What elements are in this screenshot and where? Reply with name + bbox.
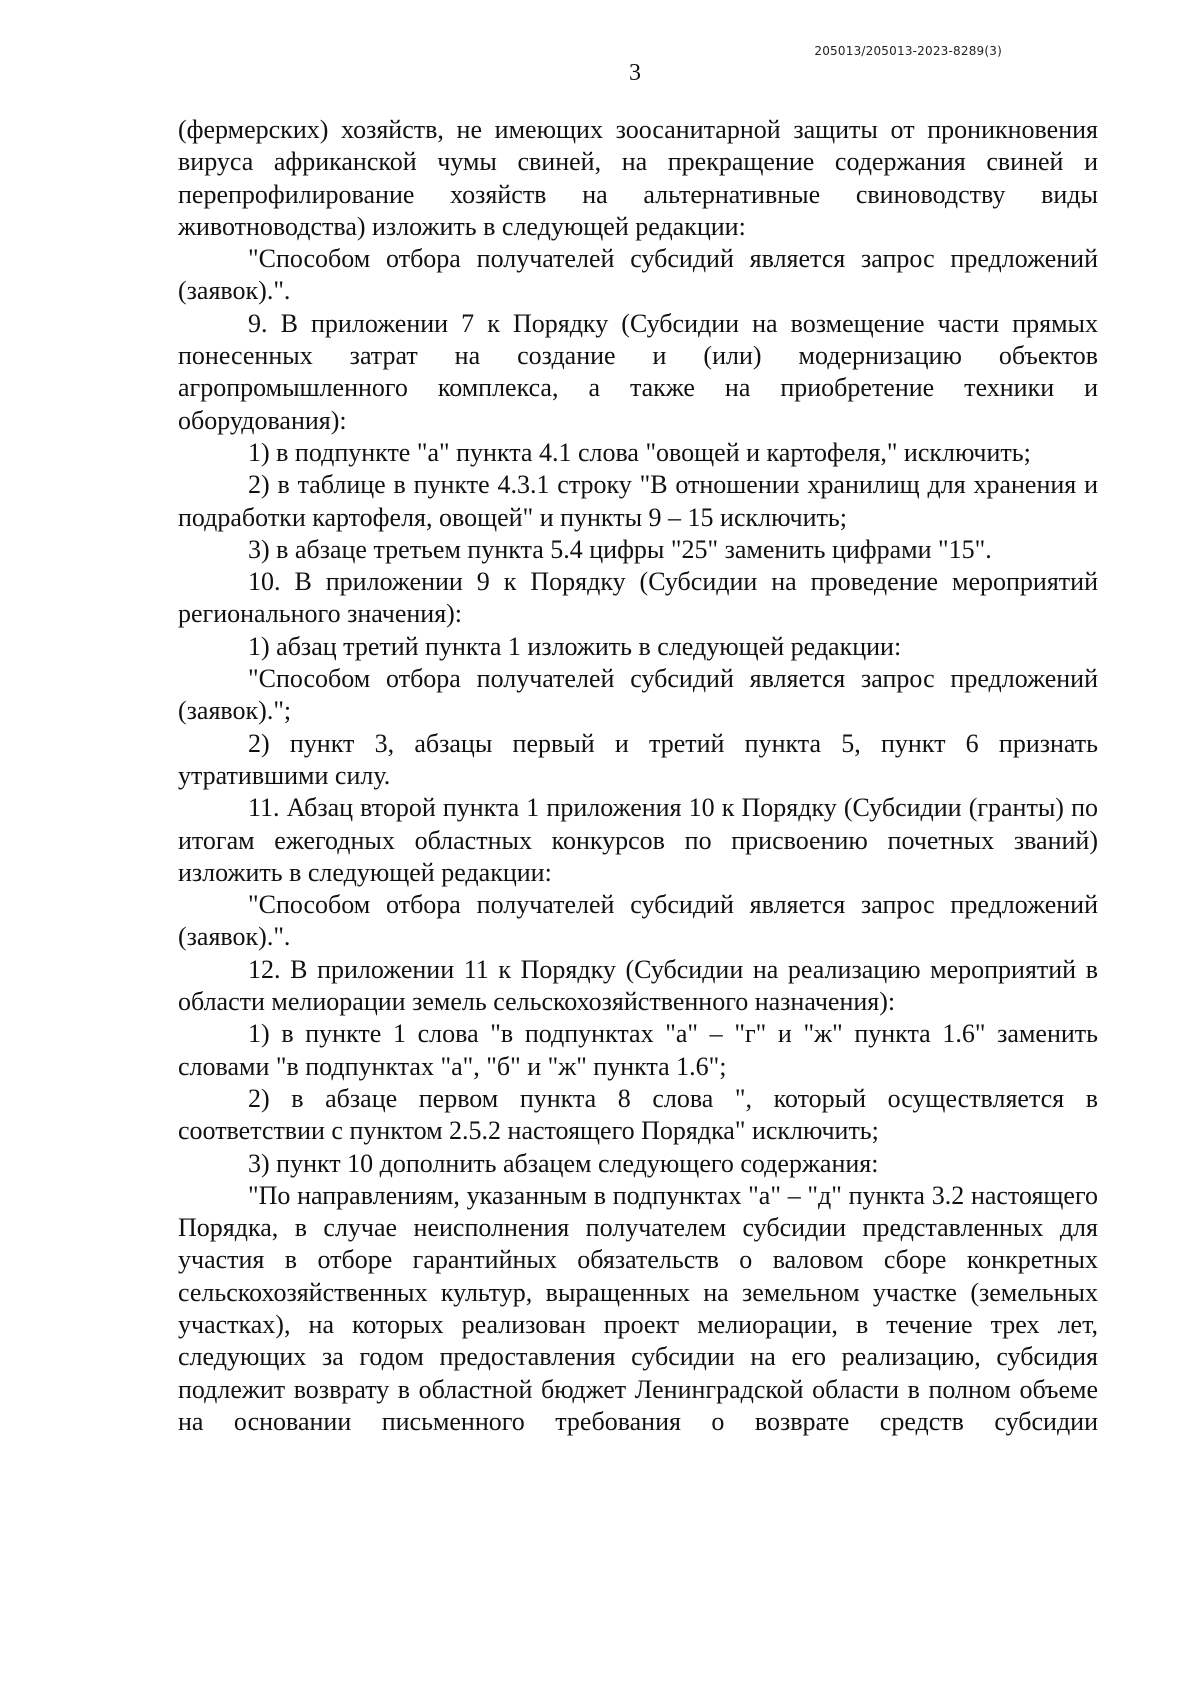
- paragraph: 1) в подпункте "а" пункта 4.1 слова "овощей и картофеля," исключить;: [248, 437, 1031, 467]
- paragraph: "Способом отбора получателей субсидий является запрос предложений (заявок).".: [178, 244, 1098, 306]
- document-body: [178, 114, 1098, 1438]
- paragraph: "Способом отбора получателей субсидий является запрос предложений (заявок).".: [178, 890, 1098, 952]
- paragraph: 3) в абзаце третьем пункта 5.4 цифры "25" заменить цифрами "15".: [248, 534, 992, 564]
- paragraph: "Способом отбора получателей субсидий является запрос предложений (заявок).";: [178, 664, 1098, 726]
- paragraph: 1) абзац третий пункта 1 изложить в следующей редакции:: [248, 631, 902, 661]
- paragraph: 2) в таблице в пункте 4.3.1 строку "В отношении хранилищ для хранения и подработки картофеля, овощей" и пункты 9 – 15 исключить;: [178, 470, 1098, 532]
- paragraph: "По направлениям, указанным в подпунктах "а" – "д" пункта 3.2 настоящего Порядка, в случае неисполнения получателем субсидии представленных для участия в отборе гарантийных обязательств о валовом сборе конкретных сельскохозяйственных культур, выращенных на земельном участке (земельных участках), на которых реализован проект мелиорации, в течение трех лет, следующих за годом предоставления субсидии на его реализацию, субсидия подлежит возврату в областной бюджет Ленинградской области в полном объеме на основании письменного требования о возврате средств субсидии: [178, 1180, 1098, 1436]
- paragraph: (фермерских) хозяйств, не имеющих зоосанитарной защиты от проникновения вируса африканской чумы свиней, на прекращение содержания свиней и перепрофилирование хозяйств на альтернативные свиноводству виды животноводства) изложить в следующей редакции:: [178, 115, 1098, 241]
- paragraph: 10. В приложении 9 к Порядку (Субсидии на проведение мероприятий регионального значения):: [178, 567, 1098, 629]
- document-id: 205013/205013-2023-8289(3): [814, 44, 1002, 58]
- paragraph: 12. В приложении 11 к Порядку (Субсидии на реализацию мероприятий в области мелиорации земель сельскохозяйственного назначения):: [178, 954, 1098, 1017]
- paragraph: 2) пункт 3, абзацы первый и третий пункта 5, пункт 6 признать утратившими силу.: [178, 728, 1098, 790]
- paragraph: 2) в абзаце первом пункта 8 слова ", который осуществляется в соответствии с пунктом 2.5.2 настоящего Порядка" исключить;: [178, 1083, 1098, 1146]
- paragraph: 3) пункт 10 дополнить абзацем следующего содержания:: [248, 1148, 879, 1178]
- page-number: 3: [629, 60, 641, 86]
- paragraph: 9. В приложении 7 к Порядку (Субсидии на возмещение части прямых понесенных затрат на создание и (или) модернизацию объектов агропромышленного комплекса, а также на приобретение техники и оборудования):: [178, 308, 1098, 435]
- paragraph: 1) в пункте 1 слова "в подпунктах "а" – "г" и "ж" пункта 1.6" заменить словами "в подпунктах "а", "б" и "ж" пункта 1.6";: [178, 1019, 1098, 1081]
- paragraph: 11. Абзац второй пункта 1 приложения 10 к Порядку (Субсидии (гранты) по итогам ежегодных областных конкурсов по присвоению почетных званий) изложить в следующей редакции:: [178, 793, 1098, 887]
